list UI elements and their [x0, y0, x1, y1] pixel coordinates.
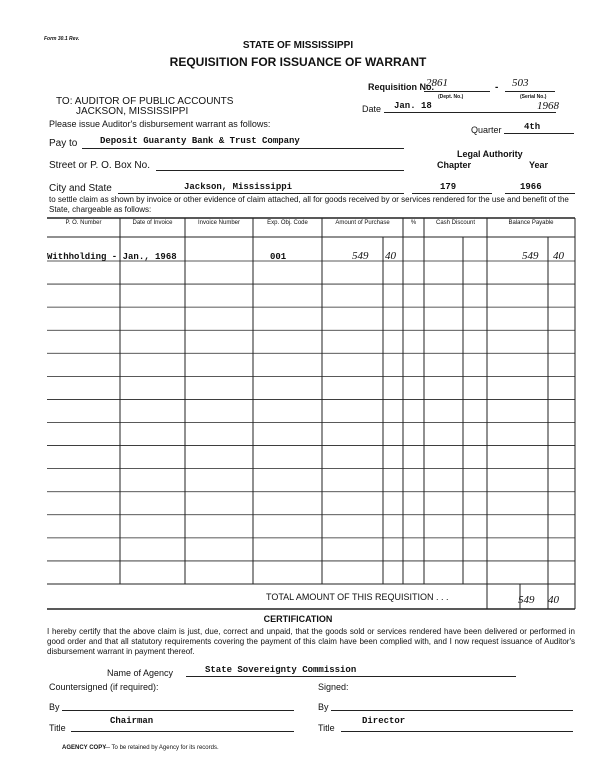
- row-po-number: Withholding - Jan., 1968: [47, 252, 177, 262]
- title-value-right: Director: [362, 716, 406, 726]
- quarter-value: 4th: [524, 122, 541, 132]
- serial-no-caption: (Serial No.): [520, 94, 547, 100]
- column-header-balance-payable: Balance Payable: [508, 220, 554, 226]
- column-header-exp-obj-code: Exp. Obj. Code: [267, 220, 308, 226]
- quarter-label: Quarter: [471, 125, 502, 135]
- requisition-label: Requisition No.: [368, 82, 434, 92]
- title-line-left: [71, 731, 294, 732]
- row-amount-dollars: 549: [352, 250, 369, 262]
- by-label-left: By: [49, 702, 60, 712]
- column-header-percent: %: [410, 220, 417, 226]
- row-balance-cents: 40: [553, 250, 564, 262]
- serial-no-value: 503: [512, 77, 529, 89]
- date-label: Date: [362, 104, 382, 114]
- date-value: Jan. 18: [394, 101, 432, 111]
- agency-name-line: [186, 676, 516, 677]
- column-header-date-of-invoice: Date of Invoice: [132, 220, 173, 226]
- agency-copy-note: — To be retained by Agency for its records.: [104, 745, 219, 751]
- disbursement-instruction: Please issue Auditor's disbursement warrant as follows:: [49, 119, 271, 129]
- certification-title: CERTIFICATION: [263, 614, 333, 624]
- legal-authority-label: Legal Authority: [457, 149, 523, 159]
- city-value: Jackson, Mississippi: [184, 182, 293, 192]
- city-label: City and State: [49, 183, 112, 194]
- total-cents: 40: [548, 594, 559, 606]
- pay-to-label: Pay to: [49, 138, 78, 149]
- addressee-line2: JACKSON, MISSISSIPPI: [76, 106, 189, 117]
- by-label-right: By: [318, 702, 329, 712]
- title-label-right: Title: [318, 723, 335, 733]
- column-header-cash-discount: Cash Discount: [435, 220, 476, 226]
- settle-claim-text: to settle claim as shown by invoice or other evidence of claim attached, all for goods received by or services rendered for the use and benefit of the State, chargeable as follows:: [49, 195, 569, 214]
- authority-year-value: 1966: [520, 182, 542, 192]
- pay-to-value: Deposit Guaranty Bank & Trust Company: [100, 136, 300, 146]
- by-line-right: [331, 710, 573, 711]
- dept-no-caption: (Dept. No.): [438, 94, 464, 100]
- agency-name-value: State Sovereignty Commission: [205, 665, 357, 675]
- row-exp-obj-code: 001: [270, 252, 287, 262]
- row-amount-cents: 40: [385, 250, 396, 262]
- agency-name-label: Name of Agency: [107, 668, 174, 678]
- by-line-left: [62, 710, 294, 711]
- street-label: Street or P. O. Box No.: [49, 160, 150, 171]
- chapter-value: 179: [440, 182, 457, 192]
- total-dollars: 549: [518, 594, 535, 606]
- state-heading: STATE OF MISSISSIPPI: [242, 40, 354, 51]
- title-label-left: Title: [49, 723, 66, 733]
- column-header-amount-of-purchase: Amount of Purchase: [335, 220, 390, 226]
- date-year-value: 1968: [537, 100, 559, 112]
- dept-no-value: 2861: [426, 77, 448, 89]
- title-value-left: Chairman: [110, 716, 154, 726]
- total-label: TOTAL AMOUNT OF THIS REQUISITION . . .: [266, 592, 449, 602]
- column-header-invoice-number: Invoice Number: [197, 220, 241, 226]
- title-line-right: [341, 731, 573, 732]
- row-balance-dollars: 549: [522, 250, 539, 262]
- addressee-line1: TO: AUDITOR OF PUBLIC ACCOUNTS: [56, 96, 234, 107]
- chapter-label: Chapter: [437, 160, 472, 170]
- signed-label: Signed:: [318, 682, 349, 692]
- year-label: Year: [529, 160, 549, 170]
- agency-copy-label: AGENCY COPY: [62, 745, 107, 751]
- requisition-dash: -: [495, 82, 499, 93]
- certification-text: I hereby certify that the above claim is just, due, correct and unpaid, that the goods sold or services rendered have been delivered or performed in good order and that all statutory requirements covering the payment of this claim have been complied with, and I now request issuance of Auditor's disbursement warrant in payment thereof.: [47, 627, 575, 656]
- column-header-po-number: P. O. Number: [65, 220, 102, 226]
- form-title: REQUISITION FOR ISSUANCE OF WARRANT: [169, 55, 427, 69]
- countersigned-label: Countersigned (if required):: [49, 682, 159, 692]
- form-number: Form 30.1 Rev.: [44, 36, 80, 42]
